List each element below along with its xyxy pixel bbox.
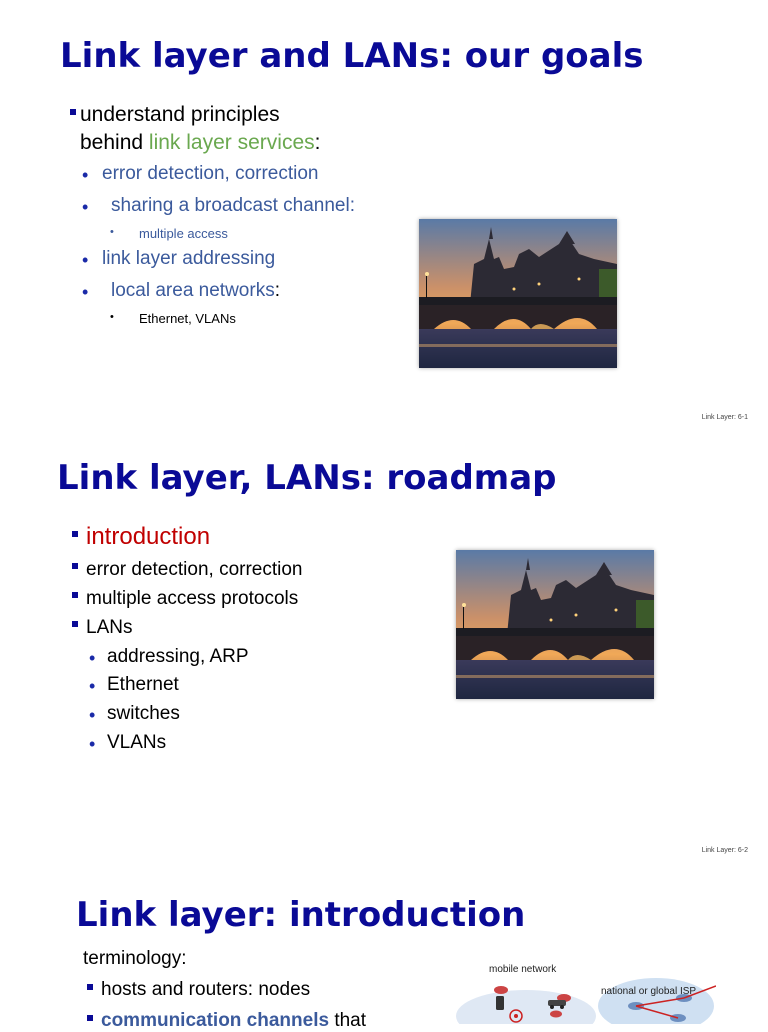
square-bullet-icon	[87, 1015, 93, 1021]
bullet-dot-icon: •	[110, 226, 114, 238]
slide-1-title: Link layer and LANs: our goals	[60, 36, 644, 76]
goal-line-2-suffix: :	[314, 131, 321, 154]
square-bullet-icon	[72, 531, 78, 537]
goal-bullet-addressing: link layer addressing	[102, 248, 276, 269]
communication-channels-text: communication channels	[101, 1010, 330, 1031]
slide-1	[0, 0, 768, 430]
paris-bridge-photo-graphic	[456, 550, 654, 699]
bullet-dot-icon: •	[82, 282, 89, 302]
local-area-networks-text: local area networks	[111, 280, 275, 301]
square-bullet-icon	[72, 563, 78, 569]
goal-subbullet-multiple-access: multiple access	[139, 226, 228, 241]
square-bullet-icon	[72, 621, 78, 627]
terminology-item-channels	[101, 1010, 366, 1032]
goal-bullet-lans	[111, 280, 280, 302]
slide-2-title: Link layer, LANs: roadmap	[57, 458, 557, 498]
roadmap-item-introduction: introduction	[86, 523, 211, 550]
bullet-dot-icon: •	[89, 705, 96, 725]
roadmap-subitem-ethernet: Ethernet	[107, 674, 179, 695]
slide-2	[0, 430, 768, 860]
bullet-dot-icon: •	[82, 250, 89, 270]
isp-label: national or global ISP	[601, 986, 697, 997]
goal-subbullet-ethernet: Ethernet, VLANs	[139, 311, 236, 326]
goal-line-1: understand principles	[80, 103, 280, 126]
goal-line-2-prefix: behind	[80, 131, 149, 154]
roadmap-item-error-detection: error detection, correction	[86, 559, 303, 580]
bullet-dot-icon: •	[82, 197, 89, 217]
roadmap-subitem-vlans: VLANs	[107, 732, 167, 753]
lans-suffix: :	[274, 280, 280, 301]
paris-bridge-photo	[419, 219, 617, 368]
channels-suffix: that	[329, 1010, 367, 1031]
slide-3-title: Link layer: introduction	[76, 895, 526, 935]
roadmap-item-multiple-access: multiple access protocols	[86, 588, 299, 609]
roadmap-subitem-switches: switches	[107, 703, 180, 724]
slide-1-footer: Link Layer: 6-1	[701, 414, 748, 421]
network-diagram	[456, 976, 716, 1024]
bullet-dot-icon: •	[89, 734, 96, 754]
bullet-dot-icon: •	[89, 676, 96, 696]
slide-3	[0, 860, 768, 1031]
paris-bridge-photo	[456, 550, 654, 699]
goal-bullet-broadcast-channel: sharing a broadcast channel:	[111, 195, 355, 216]
link-layer-services-text: link layer services	[148, 131, 315, 154]
square-bullet-icon	[72, 592, 78, 598]
roadmap-item-lans: LANs	[86, 617, 133, 638]
paris-bridge-photo-graphic	[419, 219, 617, 368]
slide-2-footer: Link Layer: 6-2	[701, 847, 748, 854]
terminology-item-nodes: hosts and routers: nodes	[101, 979, 311, 1000]
bullet-dot-icon: •	[82, 165, 89, 185]
goal-line-2	[80, 131, 320, 155]
phone-icon	[496, 996, 504, 1010]
square-bullet-icon	[70, 109, 76, 115]
goal-bullet-error-detection: error detection, correction	[102, 163, 319, 184]
square-bullet-icon	[87, 984, 93, 990]
roadmap-subitem-addressing: addressing, ARP	[107, 646, 249, 667]
mobile-network-label: mobile network	[489, 964, 557, 975]
terminology-label: terminology:	[83, 948, 187, 969]
bullet-dot-icon: •	[89, 648, 96, 668]
bullet-dot-icon: •	[110, 311, 114, 323]
